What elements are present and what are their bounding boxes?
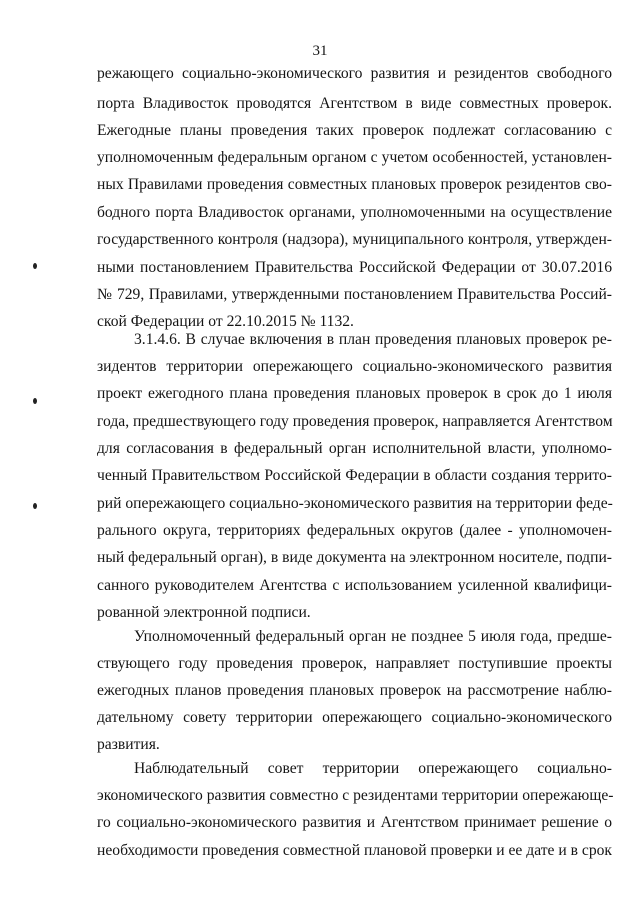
text-line: ской Федерации от 22.10.2015 № 1132. bbox=[97, 313, 354, 330]
text-line: го социально-экономического развития и Агентством принимает решение о bbox=[97, 814, 612, 831]
text-line: развития. bbox=[97, 736, 160, 753]
text-line: порта Владивосток проводятся Агентством в виде совместных проверок. bbox=[97, 95, 612, 112]
text-line: ежегодных планов проведения плановых проверок на рассмотрение наблю- bbox=[97, 682, 612, 699]
text-line: санного руководителем Агентства с использованием усиленной квалифици- bbox=[97, 577, 612, 594]
text-line: необходимости проведения совместной плановой проверки и ее дате и в срок bbox=[97, 842, 612, 859]
text-line: дательному совету территории опережающего социально-экономического bbox=[97, 709, 612, 726]
text-line: рий опережающего социально-экономического развития на территории феде- bbox=[97, 495, 613, 512]
text-line: № 729, Правилами, утвержденными постановлением Правительства Россий- bbox=[97, 286, 612, 303]
text-line: Уполномоченный федеральный орган не позднее 5 июля года, предше- bbox=[134, 628, 612, 645]
text-line: ных Правилами проведения совместных плановых проверок резидентов сво- bbox=[97, 176, 612, 193]
text-line: ствующего году проведения проверок, направляет поступившие проекты bbox=[97, 655, 612, 672]
text-line: бодного порта Владивосток органами, уполномоченными на осуществление bbox=[97, 204, 612, 221]
text-line: государственного контроля (надзора), муниципального контроля, утвержден- bbox=[97, 231, 612, 248]
text-line: ными постановлением Правительства Российской Федерации от 30.07.2016 bbox=[97, 259, 612, 276]
text-line: 3.1.4.6. В случае включения в план проведения плановых проверок ре- bbox=[134, 331, 612, 348]
text-line: режающего социально-экономического развития и резидентов свободного bbox=[97, 65, 612, 82]
text-line: проект ежегодного плана проведения плановых проверок в срок до 1 июля bbox=[97, 385, 612, 402]
text-line: Наблюдательный совет территории опережающего социально- bbox=[134, 760, 612, 777]
scan-binding-hole-mark bbox=[33, 503, 37, 509]
text-line: рованной электронной подписи. bbox=[97, 604, 311, 621]
text-line: зидентов территории опережающего социально-экономического развития bbox=[97, 358, 612, 375]
text-line: уполномоченным федеральным органом с учетом особенностей, установлен- bbox=[97, 149, 612, 166]
text-line: Ежегодные планы проведения таких проверок подлежат согласованию с bbox=[97, 122, 612, 139]
page-number: 31 bbox=[312, 43, 328, 59]
text-line: ный федеральный орган), в виде документа на электронном носителе, подпи- bbox=[97, 549, 612, 566]
text-line: рального округа, территориях федеральных округов (далее - уполномочен- bbox=[97, 522, 612, 539]
text-line: экономического развития совместно с резидентами территории опережающе- bbox=[97, 787, 614, 804]
scan-binding-hole-mark bbox=[33, 263, 37, 269]
text-line: для согласования в федеральный орган исполнительной власти, уполномо- bbox=[97, 440, 612, 457]
text-line: ченный Правительством Российской Федерации в области создания террито- bbox=[97, 467, 612, 484]
scan-binding-hole-mark bbox=[33, 398, 37, 404]
text-line: года, предшествующего году проведения проверок, направляется Агентством bbox=[97, 413, 613, 430]
